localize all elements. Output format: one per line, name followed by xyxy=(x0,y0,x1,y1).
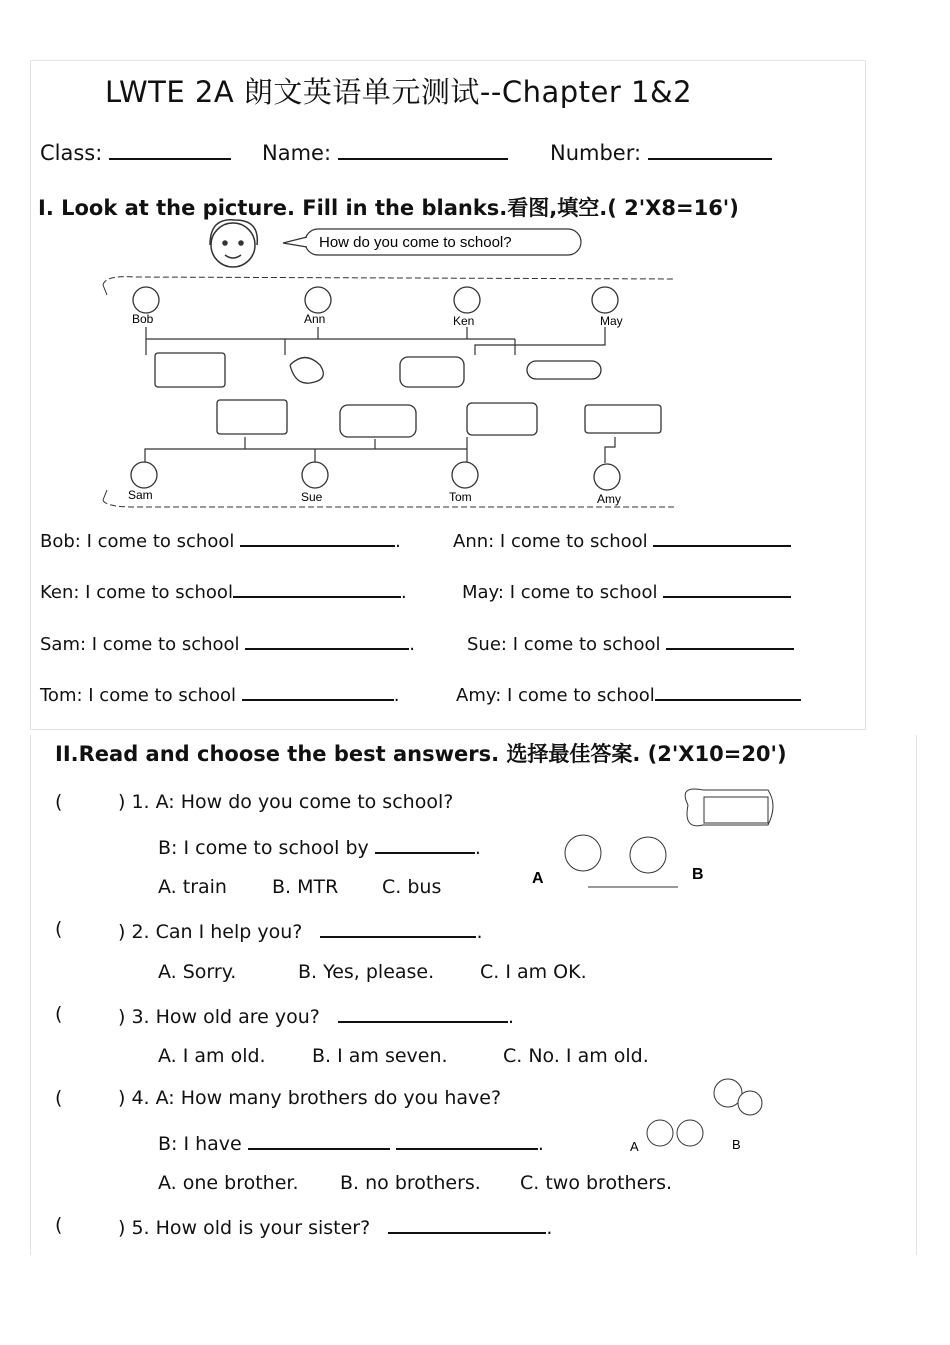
answer-blank[interactable] xyxy=(666,630,794,650)
q4-picture xyxy=(628,1075,778,1160)
answer-blank[interactable] xyxy=(320,918,476,938)
boy-a-icon xyxy=(647,1120,673,1146)
kids-bottom xyxy=(131,462,620,490)
bus-icon xyxy=(704,797,768,823)
q1-picture xyxy=(528,785,778,895)
kid-ann: Ann xyxy=(304,312,326,326)
sentence-bob: Bob: I come to school . xyxy=(40,527,401,552)
boy-b-icon xyxy=(630,837,666,873)
answer-blank[interactable] xyxy=(375,834,475,854)
q1-b: B: I come to school by . xyxy=(158,834,481,859)
sentence-ken: Ken: I come to school . xyxy=(40,578,407,603)
kids-top xyxy=(133,287,618,313)
name-input[interactable] xyxy=(338,140,508,160)
q2-opt-b[interactable]: B. Yes, please. xyxy=(298,961,435,983)
sentence-may: May: I come to school xyxy=(462,578,791,603)
label-b: B xyxy=(732,1137,741,1152)
vehicles-top xyxy=(155,353,601,387)
q4-b: B: I have . xyxy=(158,1130,544,1155)
section1-heading: I. Look at the picture. Fill in the blanks.看图,填空.( 2'X8=16') xyxy=(38,196,739,220)
number-input[interactable] xyxy=(648,140,772,160)
label-a: A xyxy=(532,870,544,887)
q3-paren: ( xyxy=(55,1003,63,1025)
q1-text: ) 1. A: How do you come to school? xyxy=(118,791,454,813)
school-bus-icon xyxy=(400,357,464,387)
bus-icon xyxy=(217,400,287,434)
q2-opt-a[interactable]: A. Sorry. xyxy=(158,961,237,983)
boy-b-icon xyxy=(677,1120,703,1146)
q1-opt-c[interactable]: C. bus xyxy=(382,876,442,898)
q5-paren: ( xyxy=(55,1214,63,1236)
sentence-tom: Tom: I come to school . xyxy=(40,681,400,706)
answer-blank[interactable] xyxy=(242,681,394,701)
sentence-ann: Ann: I come to school xyxy=(453,527,791,552)
transport-picture xyxy=(95,215,695,515)
walk-icon xyxy=(290,358,323,384)
kid-may: May xyxy=(600,314,623,328)
kid-amy: Amy xyxy=(597,492,621,506)
kid-sam: Sam xyxy=(128,488,153,502)
name-field xyxy=(262,140,508,165)
q4-opt-c[interactable]: C. two brothers. xyxy=(520,1172,673,1194)
q4-paren: ( xyxy=(55,1087,63,1109)
q3-text: ) 3. How old are you? . xyxy=(118,1003,514,1028)
sentence-amy: Amy: I come to school xyxy=(456,681,801,706)
class-input[interactable] xyxy=(109,140,231,160)
label-a: A xyxy=(630,1139,639,1154)
q3-opt-a[interactable]: A. I am old. xyxy=(158,1045,266,1067)
number-label: Number: xyxy=(550,141,642,165)
double-decker-icon xyxy=(155,353,225,387)
boy-a-icon xyxy=(565,835,601,871)
q3-opt-b[interactable]: B. I am seven. xyxy=(312,1045,448,1067)
class-field xyxy=(40,140,231,165)
answer-blank[interactable] xyxy=(240,527,395,547)
q2-opt-c[interactable]: C. I am OK. xyxy=(480,961,587,983)
answer-blank[interactable] xyxy=(338,1003,508,1023)
tram-icon xyxy=(585,405,661,433)
q2-text: ) 2. Can I help you? . xyxy=(118,918,483,943)
name-label: Name: xyxy=(262,141,332,165)
q4-opt-b[interactable]: B. no brothers. xyxy=(340,1172,481,1194)
mtr-icon xyxy=(527,361,601,379)
class-label: Class: xyxy=(40,141,103,165)
section2-heading: II.Read and choose the best answers. 选择最佳答案. (2'X10=20') xyxy=(55,742,787,766)
q2-paren: ( xyxy=(55,918,63,940)
ferry-icon xyxy=(467,403,537,435)
minibus-icon xyxy=(340,405,416,437)
kid-bob: Bob xyxy=(132,312,154,326)
label-b: B xyxy=(692,866,704,883)
kid-sue: Sue xyxy=(301,490,323,504)
answer-blank[interactable] xyxy=(248,1130,390,1150)
answer-blank[interactable] xyxy=(663,578,791,598)
answer-blank[interactable] xyxy=(655,681,801,701)
sentence-sam: Sam: I come to school . xyxy=(40,630,415,655)
q4-opt-a[interactable]: A. one brother. xyxy=(158,1172,299,1194)
q4-text: ) 4. A: How many brothers do you have? xyxy=(118,1087,502,1109)
answer-blank[interactable] xyxy=(653,527,791,547)
speech-text: How do you come to school? xyxy=(319,234,512,251)
sentence-sue: Sue: I come to school xyxy=(467,630,794,655)
teacher-icon xyxy=(210,220,257,267)
answer-blank[interactable] xyxy=(388,1214,546,1234)
q3-opt-c[interactable]: C. No. I am old. xyxy=(503,1045,649,1067)
q5-text: ) 5. How old is your sister? . xyxy=(118,1214,552,1239)
child-icon xyxy=(738,1091,762,1115)
q1-opt-b[interactable]: B. MTR xyxy=(272,876,339,898)
kid-tom: Tom xyxy=(449,490,472,504)
answer-blank[interactable] xyxy=(245,630,409,650)
number-field xyxy=(550,140,772,165)
answer-blank[interactable] xyxy=(233,578,401,598)
q1-paren: ( xyxy=(55,791,63,813)
page-title: LWTE 2A 朗文英语单元测试--Chapter 1&2 xyxy=(105,75,693,109)
answer-blank[interactable] xyxy=(396,1130,538,1150)
kid-ken: Ken xyxy=(453,314,475,328)
vehicles-bottom xyxy=(217,400,661,437)
q1-opt-a[interactable]: A. train xyxy=(158,876,227,898)
